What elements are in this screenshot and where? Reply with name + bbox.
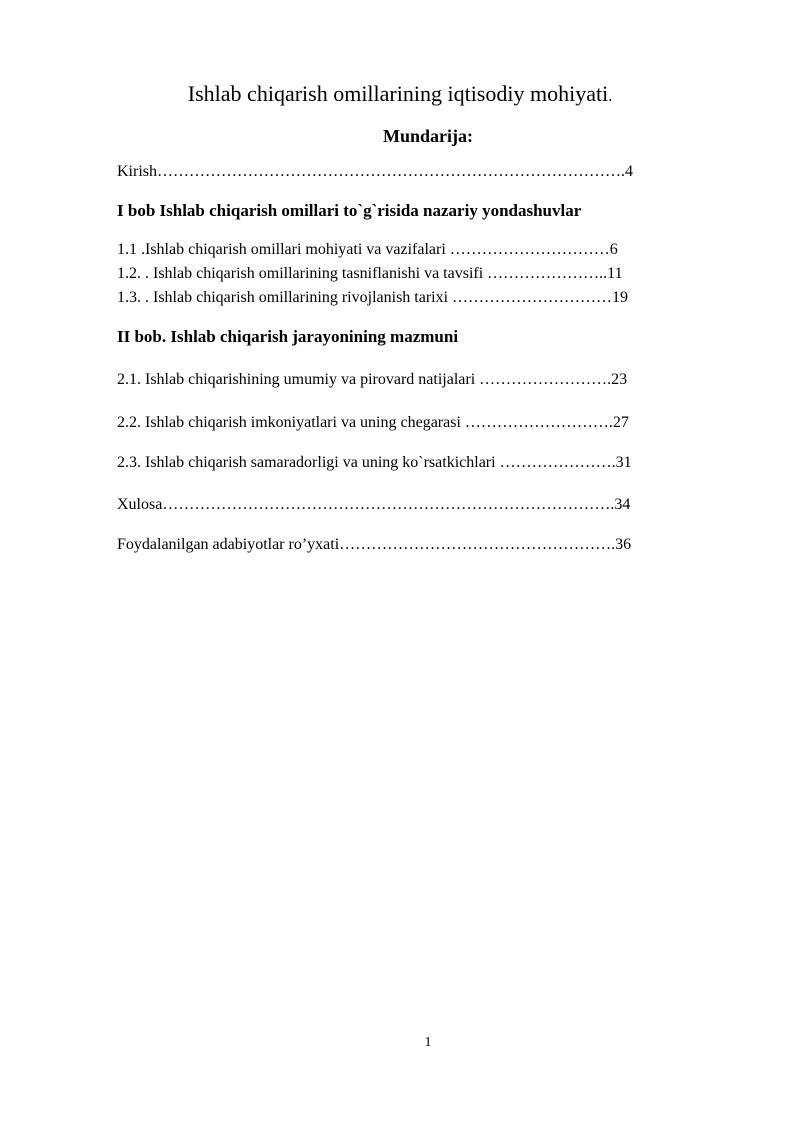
toc-entry-2-2: 2.2. Ishlab chiqarish imkoniyatlari va uning chegarasi ……………………….27 xyxy=(117,414,629,431)
document-title-text: Ishlab chiqarish omillarining iqtisodiy mohiyati xyxy=(187,81,609,106)
toc-entry-2-1: 2.1. Ishlab chiqarishining umumiy va pirovard natijalari …………………….23 xyxy=(117,371,628,388)
toc-chapter-2-heading: II bob. Ishlab chiqarish jarayonining mazmuni xyxy=(117,327,459,346)
toc-entry-1-2: 1.2. . Ishlab chiqarish omillarining tasniflanishi va tavsifi …………………..11 xyxy=(117,265,623,282)
toc-heading: Mundarija: xyxy=(383,126,473,146)
document-title-period: . xyxy=(608,88,613,105)
toc-entry-references: Foydalanilgan adabiyotlar ro’yxati…………………………………………….36 xyxy=(117,536,632,553)
document-title xyxy=(0,80,800,111)
toc-entry-2-3: 2.3. Ishlab chiqarish samaradorligi va uning ko`rsatkichlari ………………….31 xyxy=(117,454,632,471)
toc-entry-intro: Kirish…………………………………………………………………………….4 xyxy=(117,163,633,180)
toc-entry-1-3: 1.3. . Ishlab chiqarish omillarining rivojlanish tarixi …………………………19 xyxy=(117,289,629,306)
page-number: 1 xyxy=(424,1035,432,1050)
toc-entry-conclusion: Xulosa………………………………………………………………………….34 xyxy=(117,496,631,513)
toc-chapter-1-heading: I bob Ishlab chiqarish omillari to`g`risida nazariy yondashuvlar xyxy=(117,201,582,220)
toc-entry-1-1: 1.1 .Ishlab chiqarish omillari mohiyati va vazifalari …………………………6 xyxy=(117,241,618,258)
